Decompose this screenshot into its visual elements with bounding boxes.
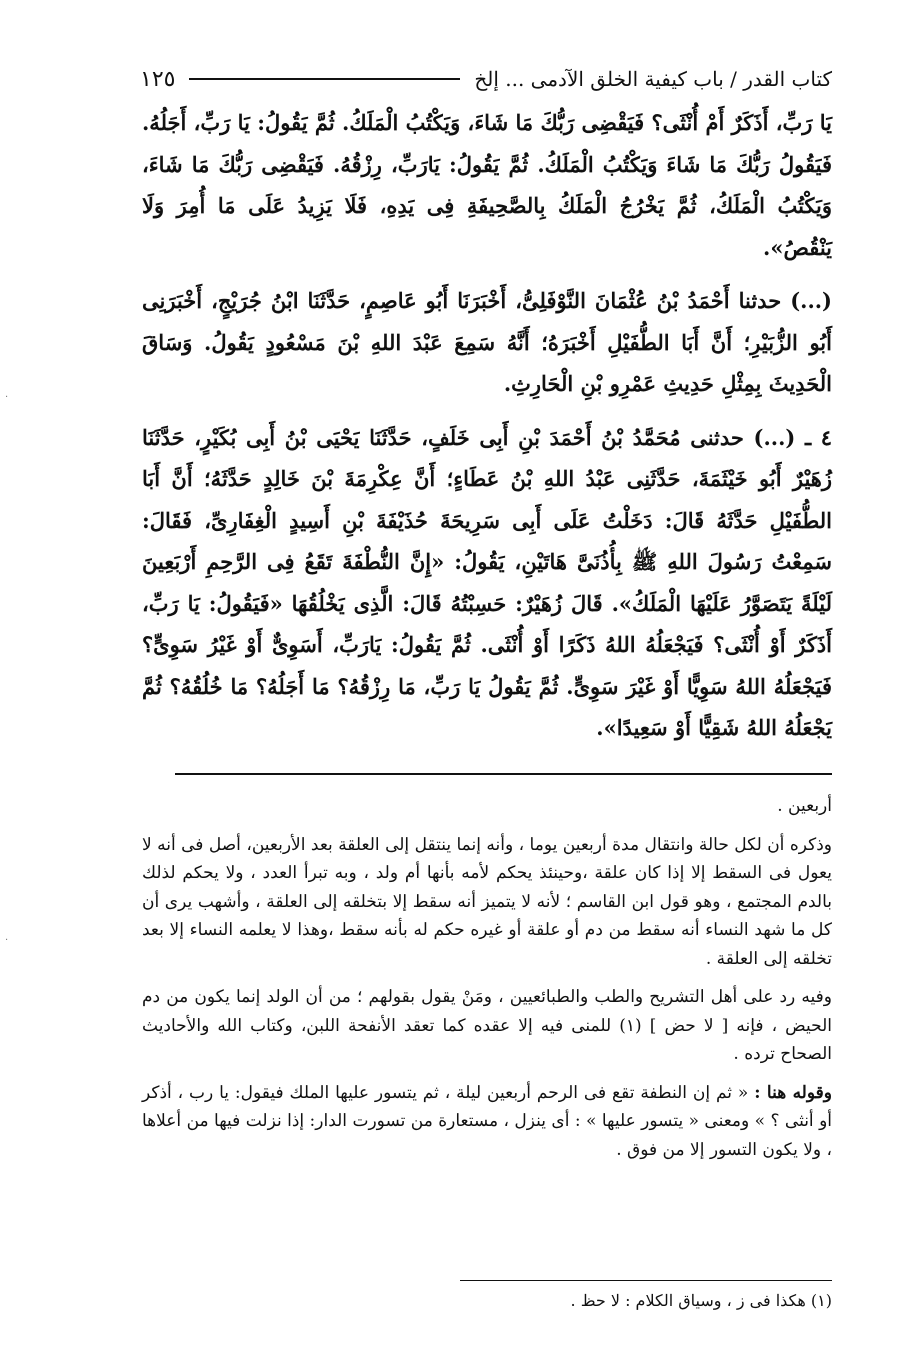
- hadith-paragraph: ٤ ـ (...) حدثنى مُحَمَّدُ بْنُ أَحْمَدَ بْنِ أَبِى خَلَفٍ، حَدَّثَنَا يَحْيَى بْنُ أَبِى بُكَيْرٍ، حَدَّثَنَا زُهَيْرٌ أَبُو خَيْثَمَةَ، حَدَّثَنِى عَبْدُ اللهِ بْنُ عَطَاءٍ؛ أَنَّ عِكْرِمَةَ بْنَ خَالِدٍ حَدَّثَهُ؛ أَنَّ أَبَا الطُّفَيْلِ حَدَّثَهُ قَالَ: دَخَلْتُ عَلَى أَبِى سَرِيحَةَ حُذَيْفَةَ بْنِ أَسِيدٍ الْغِفَارِىِّ، فَقَالَ: سَمِعْتُ رَسُولَ اللهِ ﷺ بِأُذُنَىَّ هَاتَيْنِ، يَقُولُ: «إِنَّ النُّطْفَةَ تَقَعُ فِى الرَّحِمِ أَرْبَعِينَ لَيْلَةً يَتَصَوَّرُ عَلَيْهَا الْمَلَكُ». قَالَ زُهَيْرٌ: حَسِبْتُهُ قَالَ: الَّذِى يَخْلُقُهَا «فَيَقُولُ: يَا رَبِّ، أَذَكَرٌ أَوْ أُنْثَى؟ فَيَجْعَلُهُ اللهُ ذَكَرًا أَوْ أُنْثَى. ثُمَّ يَقُولُ: يَارَبِّ، أَسَوِىٌّ أَوْ غَيْرُ سَوِىٍّ؟ فَيَجْعَلُهُ اللهُ سَوِيًّا أَوْ غَيْرَ سَوِىٍّ. ثُمَّ يَقُولُ يَا رَبِّ، مَا رِزْقُهُ؟ مَا أَجَلُهُ؟ مَا خُلُقُهُ؟ ثُمَّ يَجْعَلُهُ اللهُ شَقِيًّا أَوْ سَعِيدًا».: [142, 424, 832, 740]
- header-rule: [189, 78, 460, 80]
- footnote-divider: [460, 1280, 832, 1281]
- commentary-paragraph: وذكره أن لكل حالة وانتقال مدة أربعين يوما ، وأنه إنما ينتقل إلى العلقة بعد الأربعين، أصل فى أنه لا يعول فى السقط إلا إذا كان علقة ،وحينئذ يحكم لأمه بأنها أم ولد ، وبه تبرأ العدد ، ولا يحكم لذلك بالدم المجتمع ، وهو قول ابن القاسم ؛ لأنه لا يتميز أنه سقط إلا بتخلقه إلى العلقة ، وأشهب يرى أن كل ما شهد النساء أنه سقط من دم أو علقة أو غيره حكم له بأنه سقط ،وهذا لا يعلمه النساء إلا بعد تخلقه إلى العلقة .: [142, 834, 832, 969]
- hadith-text: [142, 102, 832, 749]
- commentary-fragment: أربعين .: [777, 796, 832, 816]
- commentary-body: « ثم إن النطفة تقع فى الرحم أربعين ليلة ، ثم يتسور عليها الملك فيقول: يا رب ، أذكر أو أنثى ؟ » ومعنى « يتسور عليها » : أى ينزل ، مستعارة من تسورت الدار: إذا نزلت فيها من أعلاها ، ولا يكون التسور إلا من فوق .: [142, 1082, 832, 1160]
- running-title: كتاب القدر / باب كيفية الخلق الآدمى ... إلخ: [474, 67, 832, 91]
- page-number: ١٢٥: [140, 66, 176, 92]
- section-divider: [175, 773, 832, 775]
- hadith-paragraph: يَا رَبِّ، أَذَكَرٌ أَمْ أُنْثَى؟ فَيَقْضِى رَبُّكَ مَا شَاءَ، وَيَكْتُبُ الْمَلَكُ. ثُمَّ يَقُولُ: يَا رَبِّ، أَجَلُهُ. فَيَقُولُ رَبُّكَ مَا شَاءَ وَيَكْتُبُ الْمَلَكُ. ثُمَّ يَقُولُ: يَارَبِّ، رِزْقُهُ. فَيَقْضِى رَبُّكَ مَا شَاءَ، وَيَكْتُبُ الْمَلَكُ، ثُمَّ يَخْرُجُ الْمَلَكُ بِالصَّحِيفَةِ فِى يَدِهِ، فَلَا يَزِيدُ عَلَى مَا أُمِرَ وَلَا يَنْقُصُ».: [142, 110, 832, 260]
- commentary-paragraph: وفيه رد على أهل التشريح والطب والطبائعيين ، ومَنْ يقول بقولهم ؛ من أن الولد إنما يكون من دم الحيض ، فإنه [ لا حض ] (١) للمنى فيه إلا عقده كما تعقد الأنفحة اللبن، وكتاب الله والأحاديث الصحاح ترده .: [142, 987, 832, 1064]
- commentary: [142, 792, 832, 1164]
- hadith-paragraph: (...) حدثنا أَحْمَدُ بْنُ عُثْمَانَ النَّوْفَلِىُّ، أَخْبَرَنَا أَبُو عَاصِمٍ، حَدَّثَنَا ابْنُ جُرَيْجٍ، أَخْبَرَنِى أَبُو الزُّبَيْرِ؛ أَنَّ أَبَا الطُّفَيْلِ أَخْبَرَهُ؛ أَنَّهُ سَمِعَ عَبْدَ اللهِ بْنَ مَسْعُودٍ يَقُولُ. وَسَاقَ الْحَدِيثَ بِمِثْلِ حَدِيثِ عَمْرِو بْنِ الْحَارِثِ.: [142, 288, 832, 396]
- commentary-paragraph: [142, 1079, 832, 1165]
- margin-dot: ·: [5, 392, 9, 403]
- page-header: [140, 62, 832, 96]
- commentary-lead: وقوله هنا :: [754, 1082, 832, 1103]
- margin-dot: ·: [5, 935, 9, 946]
- footnote: (١) هكذا فى ز ، وسياق الكلام : لا حظ .: [570, 1291, 832, 1310]
